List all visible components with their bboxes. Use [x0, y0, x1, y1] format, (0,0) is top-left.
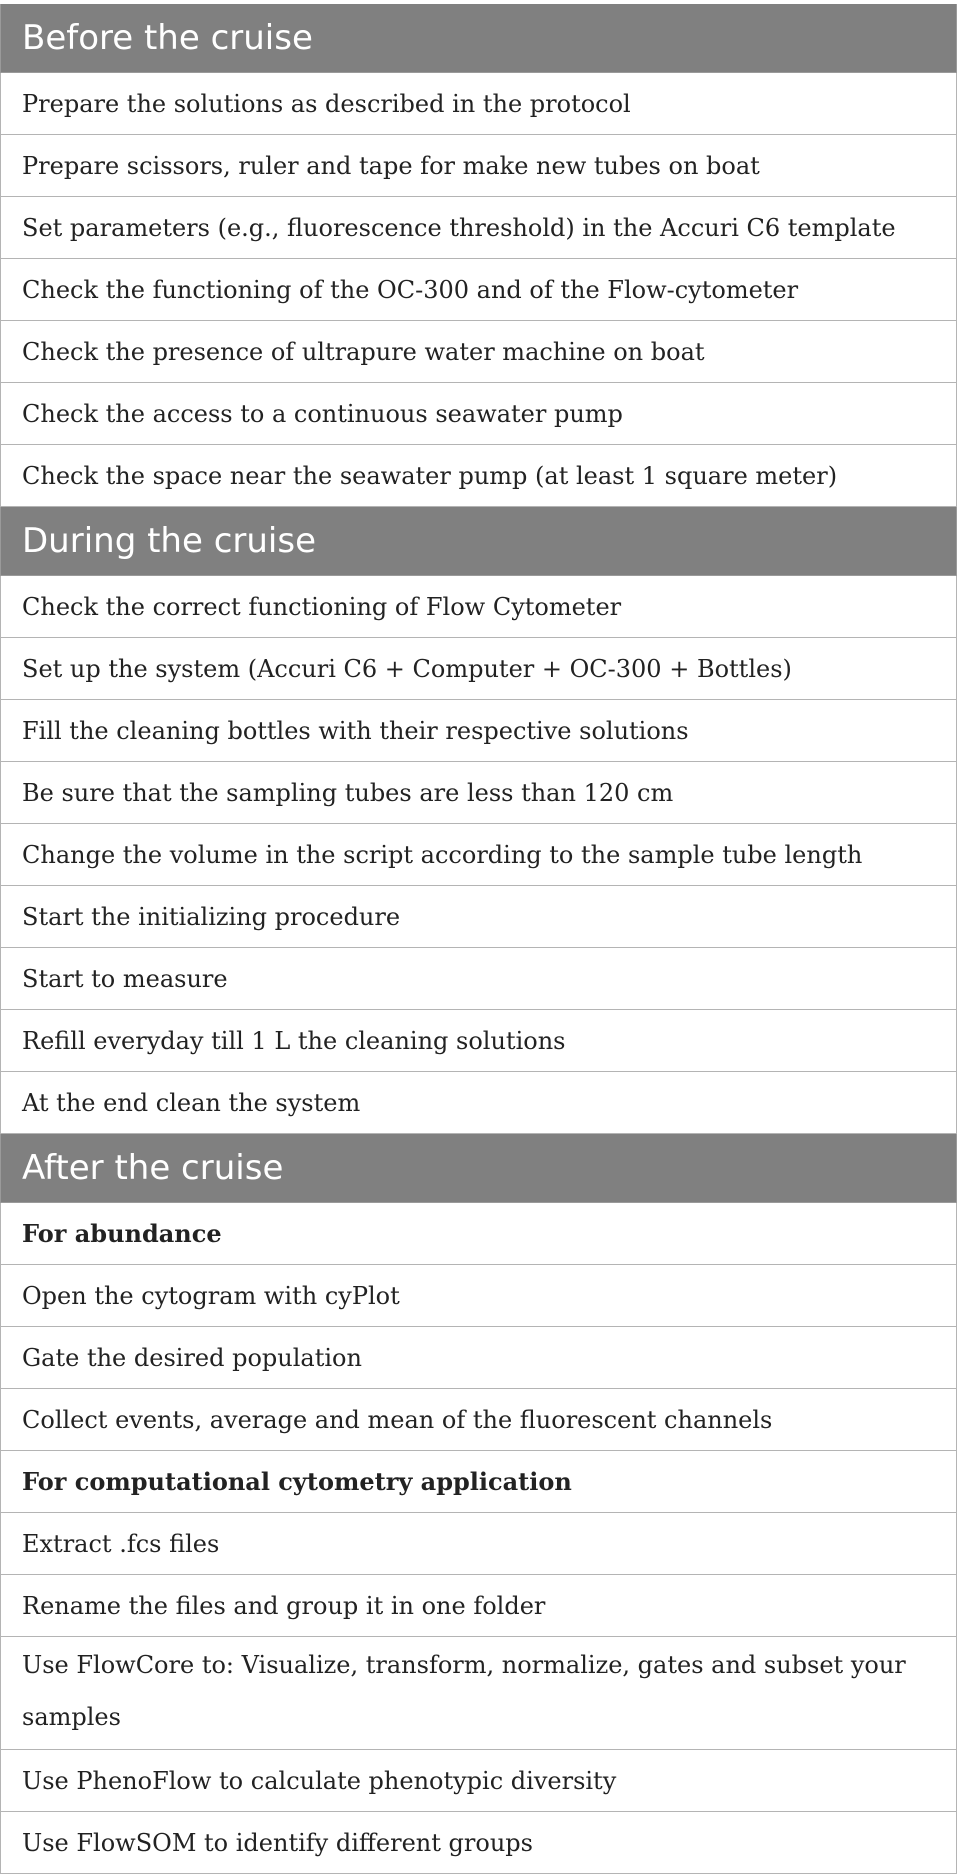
table-row	[0, 1513, 957, 1575]
table-row	[0, 259, 957, 321]
row-text: Fill the cleaning bottles with their respective solutions	[22, 716, 689, 745]
table-row	[0, 576, 957, 638]
row-text: Set parameters (e.g., fluorescence threshold) in the Accuri C6 template	[22, 213, 896, 242]
row-text: Set up the system (Accuri C6 + Computer + OC-300 + Bottles)	[22, 654, 792, 683]
table-row	[0, 135, 957, 197]
section-title: After the cruise	[22, 1148, 284, 1188]
table-row	[0, 321, 957, 383]
checklist-table	[0, 4, 957, 1874]
table-row	[0, 1010, 957, 1072]
row-text: Start the initializing procedure	[22, 902, 401, 931]
row-text: Refill everyday till 1 L the cleaning solutions	[22, 1026, 566, 1055]
row-text: Check the space near the seawater pump (at least 1 square meter)	[22, 461, 838, 490]
table-row	[0, 1750, 957, 1812]
row-text: Extract .fcs files	[22, 1529, 220, 1558]
row-text: Check the correct functioning of Flow Cytometer	[22, 592, 622, 621]
row-text: Use PhenoFlow to calculate phenotypic diversity	[22, 1766, 617, 1795]
section-title: Before the cruise	[22, 18, 313, 58]
table-row	[0, 197, 957, 259]
table-row	[0, 383, 957, 445]
table-row	[0, 638, 957, 700]
row-text: For abundance	[22, 1219, 222, 1248]
row-text: Use FlowSOM to identify different groups	[22, 1828, 533, 1857]
row-text: Be sure that the sampling tubes are less than 120 cm	[22, 778, 674, 807]
row-text: Prepare scissors, ruler and tape for make new tubes on boat	[22, 151, 760, 180]
row-text: Check the access to a continuous seawater pump	[22, 399, 623, 428]
table-row	[0, 700, 957, 762]
row-text: Prepare the solutions as described in the protocol	[22, 89, 631, 118]
table-row	[0, 1072, 957, 1134]
row-text: Check the presence of ultrapure water machine on boat	[22, 337, 705, 366]
row-text: Gate the desired population	[22, 1343, 362, 1372]
subsection-header-abundance	[0, 1203, 957, 1265]
table-row	[0, 948, 957, 1010]
row-text: For computational cytometry application	[22, 1467, 572, 1496]
row-text: Start to measure	[22, 964, 228, 993]
section-header-during-cruise	[0, 507, 957, 576]
table-row	[0, 1389, 957, 1451]
table-row	[0, 1637, 957, 1750]
section-header-before-cruise	[0, 4, 957, 73]
row-text: Use FlowCore to: Visualize, transform, normalize, gates and subset your samples	[22, 1651, 906, 1731]
subsection-header-computational	[0, 1451, 957, 1513]
section-title: During the cruise	[22, 521, 316, 561]
table-row	[0, 1265, 957, 1327]
row-text: Rename the files and group it in one folder	[22, 1591, 546, 1620]
row-text: Collect events, average and mean of the fluorescent channels	[22, 1405, 773, 1434]
table-row	[0, 762, 957, 824]
row-text: Open the cytogram with cyPlot	[22, 1281, 400, 1310]
table-row	[0, 1575, 957, 1637]
table-row	[0, 445, 957, 507]
table-row	[0, 1812, 957, 1874]
row-text: Check the functioning of the OC-300 and of the Flow-cytometer	[22, 275, 799, 304]
section-header-after-cruise	[0, 1134, 957, 1203]
row-text: At the end clean the system	[22, 1088, 361, 1117]
row-text: Change the volume in the script according to the sample tube length	[22, 840, 863, 869]
table-row	[0, 886, 957, 948]
table-row	[0, 824, 957, 886]
table-row	[0, 1327, 957, 1389]
table-row	[0, 73, 957, 135]
